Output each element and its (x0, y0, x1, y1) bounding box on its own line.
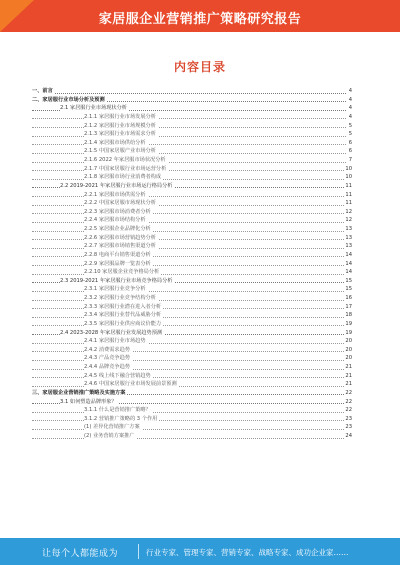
toc-entry[interactable] (32, 139, 352, 148)
toc-entry[interactable] (32, 208, 352, 217)
toc-leader-dots (32, 136, 346, 137)
toc-entry[interactable] (32, 311, 352, 320)
toc-leader-dots (32, 291, 346, 292)
toc-entry-label: 2.2.10 家居服企业竞争格局分析 (84, 269, 160, 276)
toc-entry[interactable] (32, 415, 352, 424)
toc-leader-dots (32, 239, 346, 240)
toc-entry[interactable] (32, 147, 352, 156)
toc-entry-page: 6 (348, 139, 352, 146)
toc-entry-label: 2.1.6 2022 年家居服市场状况分析 (84, 157, 166, 163)
header-banner (0, 0, 400, 32)
footer-divider (138, 544, 139, 559)
toc-entry-label: 2.2.5 家居服企业品牌化分析 (84, 226, 151, 232)
footer-banner (0, 538, 400, 565)
toc-entry-label: 2.1.5 中国家居服产业市场分析 (84, 148, 156, 155)
toc-leader-dots (32, 274, 346, 275)
toc-entry-label: 2.2.8 电商平台销售渠道分析 (84, 251, 151, 258)
toc-entry[interactable] (32, 294, 352, 303)
toc-leader-dots (32, 127, 346, 128)
toc-entry-label: 一、前言 (32, 88, 53, 94)
toc-entry-label: 2.2.9 家居服品牌一览表分析 (84, 260, 151, 267)
toc-entry[interactable] (32, 354, 352, 363)
toc-entry-page: 23 (345, 424, 352, 431)
toc-leader-dots (32, 369, 346, 370)
toc-entry-page: 4 (348, 113, 352, 120)
toc-entry-page: 22 (345, 398, 352, 405)
toc-entry[interactable] (32, 285, 352, 294)
toc-leader-dots (32, 351, 346, 352)
toc-entry[interactable] (32, 346, 352, 355)
toc-entry-page: 4 (348, 105, 352, 112)
toc-entry-label: 2.3.5 家居服行业供应商议价能力 (84, 320, 162, 327)
toc-entry[interactable] (32, 268, 352, 277)
toc-entry[interactable] (32, 225, 352, 234)
toc-entry-label: 2.4.1 家居服行业市场趋势 (84, 338, 146, 345)
toc-entry-label: 3.1.1 什么是营销推广策略？ (84, 407, 151, 414)
toc-leader-dots (32, 256, 346, 257)
toc-entry[interactable] (32, 398, 352, 407)
toc-entry-label: 2.1.4 家居服市场供给分析 (84, 139, 146, 146)
toc-entry-page: 12 (345, 208, 352, 215)
toc-entry-page: 19 (345, 329, 352, 336)
toc-entry-page: 4 (348, 88, 352, 94)
toc-entry-page: 19 (345, 320, 352, 327)
toc-entry[interactable] (32, 389, 352, 398)
toc-entry-label: 三、家居服企业营销推广策略及实施方案 (32, 389, 126, 396)
toc-entry-label: 2.1.8 家居服市场行业消费者构成 (84, 174, 162, 181)
toc-entry-page: 15 (345, 277, 352, 284)
toc-entry[interactable] (32, 363, 352, 372)
toc-entry[interactable] (32, 199, 352, 208)
toc-entry[interactable] (32, 156, 352, 165)
toc-entry-label: (1) 差异化营销推广方案 (84, 424, 140, 431)
toc-entry-page: 7 (348, 157, 352, 163)
toc-leader-dots (32, 343, 346, 344)
toc-entry[interactable] (32, 432, 352, 441)
toc-entry-page: 12 (345, 217, 352, 224)
toc-entry-page: 21 (345, 381, 352, 388)
toc-leader-dots (32, 179, 346, 180)
toc-entry[interactable] (32, 423, 352, 432)
toc-entry-page: 6 (348, 148, 352, 155)
toc-entry-label: (2) 业务营销方案推广 (84, 433, 135, 439)
toc-entry-label: 2.1.1 家居服行业市场发展分析 (84, 113, 156, 120)
toc-leader-dots (32, 265, 346, 266)
toc-entry-label: 2.2.7 家居服市场销售渠道分析 (84, 243, 156, 250)
toc-entry-label: 2.2.6 家居服市场营销趋势分析 (84, 234, 156, 241)
toc-entry[interactable] (32, 113, 352, 122)
toc-entry-label: 2.4.6 中国家居服行业市场发展前景预测 (84, 381, 177, 388)
toc-entry-label: 二、家居服行业市场分析及预测 (32, 96, 105, 103)
toc-entry[interactable] (32, 277, 352, 286)
toc-entry-page: 5 (348, 131, 352, 138)
toc-entry[interactable] (32, 337, 352, 346)
toc-entry[interactable] (32, 406, 352, 415)
toc-entry-label: 2.4.2 消费需求趋势 (84, 346, 130, 353)
toc-heading: 内容目录 (173, 60, 226, 74)
toc-leader-dots (32, 196, 346, 197)
toc-entry-label: 2.3.3 家居服行业潜在进入者分析 (84, 303, 162, 310)
toc-entry-label: 2.1 家居服行业市场现状分析 (60, 105, 127, 112)
toc-entry-label: 2.2.4 家居服市场结构分析 (84, 217, 146, 224)
toc-entry-page: 22 (345, 407, 352, 414)
toc-entry-label: 2.4.3 产品竞争趋势 (84, 355, 130, 362)
toc-entry-page: 13 (345, 234, 352, 241)
toc-entry-page: 10 (345, 165, 352, 172)
toc-entry-label: 2.3.1 家居服行业竞争分析 (84, 286, 146, 293)
toc-entry[interactable] (32, 165, 352, 174)
toc-entry-label: 2.1.3 家居服行业市场需求分析 (84, 131, 156, 138)
footer-slogan: 让每个人都能成为 (42, 549, 119, 559)
toc-entry-label: 2.1.7 中国家居服行业市场运营分析 (84, 165, 167, 172)
toc-entry-page: 14 (345, 251, 352, 258)
toc-entry[interactable] (32, 380, 352, 389)
footer-roles: 行业专家、管理专家、营销专家、战略专家、成功企业家…… (146, 548, 349, 557)
toc-entry[interactable] (32, 182, 352, 191)
toc-entry-page: 13 (345, 243, 352, 250)
toc-leader-dots (32, 144, 346, 145)
toc-leader-dots (32, 412, 346, 413)
toc-entry[interactable] (32, 216, 352, 225)
toc-entry-label: 2.3 2019-2021 年家居服行业市场竞争格局分析 (60, 277, 173, 284)
toc-entry-page: 14 (345, 260, 352, 267)
toc-entry-label: 3.1 如何塑造品牌形象？ (60, 398, 117, 405)
toc-leader-dots (32, 429, 346, 430)
toc-entry-page: 18 (345, 312, 352, 319)
toc-leader-dots (32, 213, 346, 214)
toc-entry-label: 2.4.5 线上线下融合营销趋势 (84, 372, 151, 379)
toc-entry[interactable] (32, 320, 352, 329)
toc-entry[interactable] (32, 122, 352, 131)
toc-entry-page: 11 (345, 200, 352, 207)
toc-entry[interactable] (32, 303, 352, 312)
toc-entry-label: 2.1.2 家居服行业市场规模分析 (84, 122, 156, 129)
toc-entry-label: 2.4 2023-2028 年家居服行业发展趋势预测 (60, 329, 163, 336)
toc-entry[interactable] (32, 173, 352, 182)
toc-leader-dots (32, 205, 346, 206)
toc-leader-dots (32, 325, 346, 326)
toc-entry[interactable] (32, 130, 352, 139)
toc-entry-page: 23 (345, 415, 352, 422)
toc-entry-label: 2.2.2 中国家居服市场现状分析 (84, 200, 156, 207)
toc-entry[interactable] (32, 96, 352, 105)
toc-leader-dots (32, 153, 346, 154)
toc-entry-page: 15 (345, 286, 352, 293)
toc-leader-dots (32, 118, 346, 119)
toc-entry-label: 2.4.4 品牌竞争趋势 (84, 364, 130, 370)
toc-leader-dots (32, 308, 346, 309)
table-of-contents (32, 87, 352, 441)
toc-entry-page: 21 (345, 372, 352, 379)
toc-entry-label: 3.1.2 营销推广策略的 3 个作用 (84, 415, 158, 422)
toc-entry-page: 11 (345, 182, 352, 189)
toc-entry[interactable] (32, 372, 352, 381)
toc-leader-dots (32, 377, 346, 378)
toc-entry-label: 2.2.3 家居服市场消费者分析 (84, 208, 151, 215)
toc-entry-page: 11 (345, 191, 352, 198)
toc-entry-label: 2.3.4 家居服行业替代品威胁分析 (84, 312, 162, 319)
toc-leader-dots (32, 386, 346, 387)
toc-leader-dots (32, 317, 346, 318)
toc-leader-dots (32, 162, 346, 163)
toc-entry-page: 24 (345, 433, 352, 439)
toc-entry-label: 2.2 2019-2021 年家居服行业市场运行格局分析 (60, 182, 173, 189)
toc-entry-page: 17 (345, 303, 352, 310)
toc-entry-page: 22 (345, 389, 352, 396)
toc-leader-dots (32, 300, 346, 301)
toc-entry[interactable] (32, 104, 352, 113)
toc-leader-dots (32, 222, 346, 223)
toc-entry-page: 13 (345, 226, 352, 232)
toc-entry-page: 20 (345, 338, 352, 345)
toc-leader-dots (32, 231, 346, 232)
toc-entry[interactable] (32, 87, 352, 96)
toc-leader-dots (32, 170, 346, 171)
toc-entry[interactable] (32, 329, 352, 338)
toc-entry-page: 5 (348, 122, 352, 129)
toc-entry-page: 21 (345, 364, 352, 370)
toc-entry[interactable] (32, 242, 352, 251)
toc-entry-page: 10 (345, 174, 352, 181)
toc-entry[interactable] (32, 260, 352, 269)
toc-leader-dots (32, 360, 346, 361)
toc-entry-page: 14 (345, 269, 352, 276)
toc-entry-page: 4 (348, 96, 352, 103)
toc-entry[interactable] (32, 251, 352, 260)
toc-leader-dots (32, 93, 346, 94)
toc-entry[interactable] (32, 234, 352, 243)
toc-entry-page: 20 (345, 355, 352, 362)
toc-leader-dots (32, 420, 346, 421)
toc-leader-dots (32, 248, 346, 249)
toc-leader-dots (32, 438, 346, 439)
toc-entry-label: 2.2.1 家居服市场供需分析 (84, 191, 146, 198)
toc-entry-page: 16 (345, 295, 352, 301)
toc-entry-label: 2.3.2 家居服行业竞争结构分析 (84, 295, 156, 301)
toc-entry[interactable] (32, 191, 352, 200)
report-title: 家居服企业营销推广策略研究报告 (98, 12, 302, 27)
toc-entry-page: 20 (345, 346, 352, 353)
